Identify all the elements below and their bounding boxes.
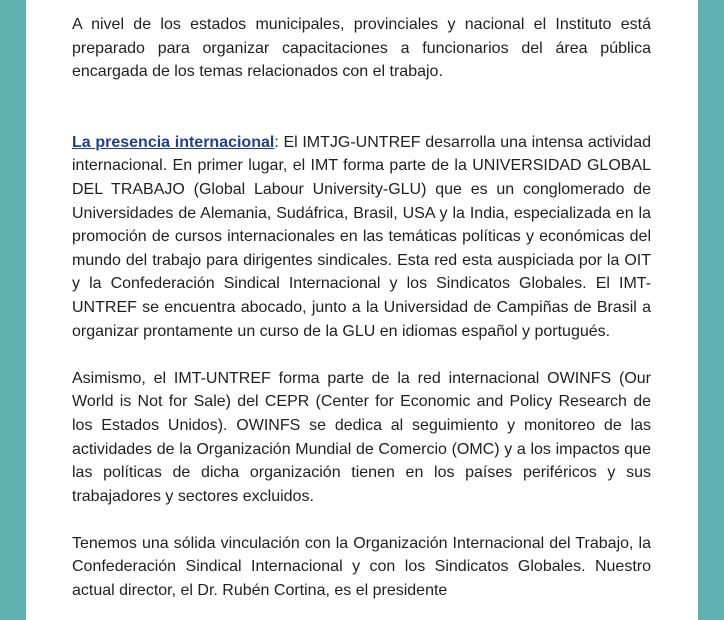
- presencia-internacional-text: : El IMTJG-UNTREF desarrolla una intensa actividad internacional. En primer lugar, el IMT forma parte de la UNIVERSIDAD GLOBAL DEL TRABAJO (Global Labour University-GLU) que es un conglomerado de Universidades de Alemania, Sudáfrica, Brasil, USA y la India, especializada en la promoción de cursos internacionales en las temáticas políticas y económicas del mundo del trabajo para dirigentes sindicales. Esta red esta auspiciada por la OIT y la Confederación Sindical Internacional y los Sindicatos Globales. El IMT-UNTREF se encuentra abocado, junto a la Universidad de Campiñas de Brasil a organizar prontamente un curso de la GLU en idiomas español y portugués.: [72, 133, 651, 340]
- article-body: [72, 13, 651, 620]
- paragraph-owinfs: Asimismo, el IMT-UNTREF forma parte de la red internacional OWINFS (Our World is Not for Sale) del CEPR (Center for Economic and Policy Research de los Estados Unidos). OWINFS se dedica al seguimiento y monitoreo de las actividades de la Organización Mundial de Comercio (OMC) y a los impactos que las políticas de dicha organización tienen en los países periféricos y sus trabajadores y sectores excluidos.: [72, 369, 651, 505]
- presencia-internacional-link[interactable]: La presencia internacional: [72, 133, 275, 151]
- page-panel: [26, 0, 698, 620]
- paragraph-presencia-internacional: [72, 131, 651, 343]
- paragraph-vinculacion: Tenemos una sólida vinculación con la Organización Internacional del Trabajo, la Confederación Sindical Internacional y con los Sindicatos Globales. Nuestro actual director, el Dr. Rubén Cortina, es el presidente: [72, 534, 651, 600]
- paragraph-capacitaciones: A nivel de los estados municipales, provinciales y nacional el Instituto está preparado para organizar capacitaciones a funcionarios del área pública encargada de los temas relacionados con el trabajo.: [72, 16, 651, 81]
